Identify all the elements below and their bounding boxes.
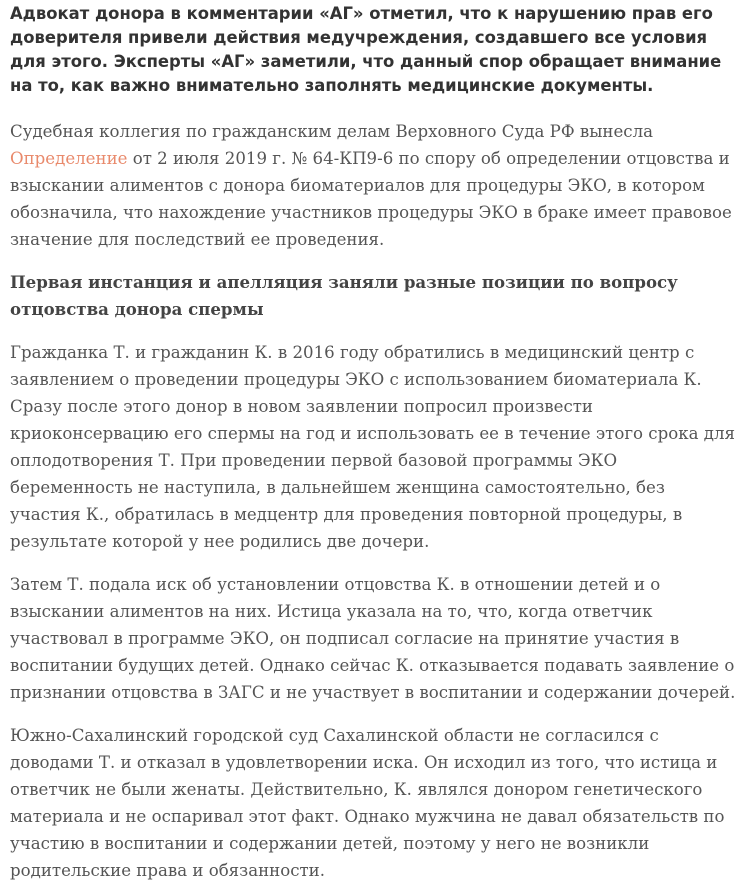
intro-paragraph	[10, 118, 738, 253]
intro-text-after-link: от 2 июля 2019 г. № 64-КП9-6 по спору об определении отцовства и взыскании алиментов с донора биоматериалов для процедуры ЭКО, в котором обозначила, что нахождение участников процедуры ЭКО в браке имеет правовое значение для последствий ее проведения.	[10, 149, 732, 249]
body-paragraph: Гражданка Т. и гражданин К. в 2016 году обратились в медицинский центр с заявлением о проведении процедуры ЭКО с использованием биоматериала К. Сразу после этого донор в новом заявлении попросил произвести криоконсервацию его спермы на год и использовать ее в течение этого срока для оплодотворения Т. При проведении первой базовой программы ЭКО беременность не наступила, в дальнейшем женщина самостоятельно, без участия К., обратилась в медцентр для проведения повторной процедуры, в результате которой у нее родились две дочери.	[10, 343, 735, 551]
article-lead: Адвокат донора в комментарии «АГ» отметил, что к нарушению прав его доверителя привели действия медучреждения, создавшего все условия для этого. Эксперты «АГ» заметили, что данный спор обращает внимание на то, как важно внимательно заполнять медицинские документы.	[10, 4, 722, 95]
ruling-link[interactable]: Определение	[10, 149, 128, 168]
body-paragraph: Затем Т. подала иск об установлении отцовства К. в отношении детей и о взыскании алиментов на них. Истица указала на то, что, когда ответчик участвовал в программе ЭКО, он подписал согласие на принятие участия в воспитании будущих детей. Однако сейчас К. отказывается подавать заявление о признании отцовства в ЗАГС и не участвует в воспитании и содержании дочерей.	[10, 575, 736, 702]
body-paragraph: Южно-Сахалинский городской суд Сахалинской области не согласился с доводами Т. и отказал в удовлетворении иска. Он исходил из того, что истица и ответчик не были женаты. Действительно, К. являлся донором генетического материала и не оспаривал этот факт. Однако мужчина не давал обязательств по участию в воспитании и содержании детей, поэтому у него не возникли родительские права и обязанности.	[10, 726, 725, 880]
section-heading: Первая инстанция и апелляция заняли разные позиции по вопросу отцовства донора спермы	[10, 272, 678, 319]
intro-text-before-link: Судебная коллегия по гражданским делам Верховного Суда РФ вынесла	[10, 122, 654, 141]
